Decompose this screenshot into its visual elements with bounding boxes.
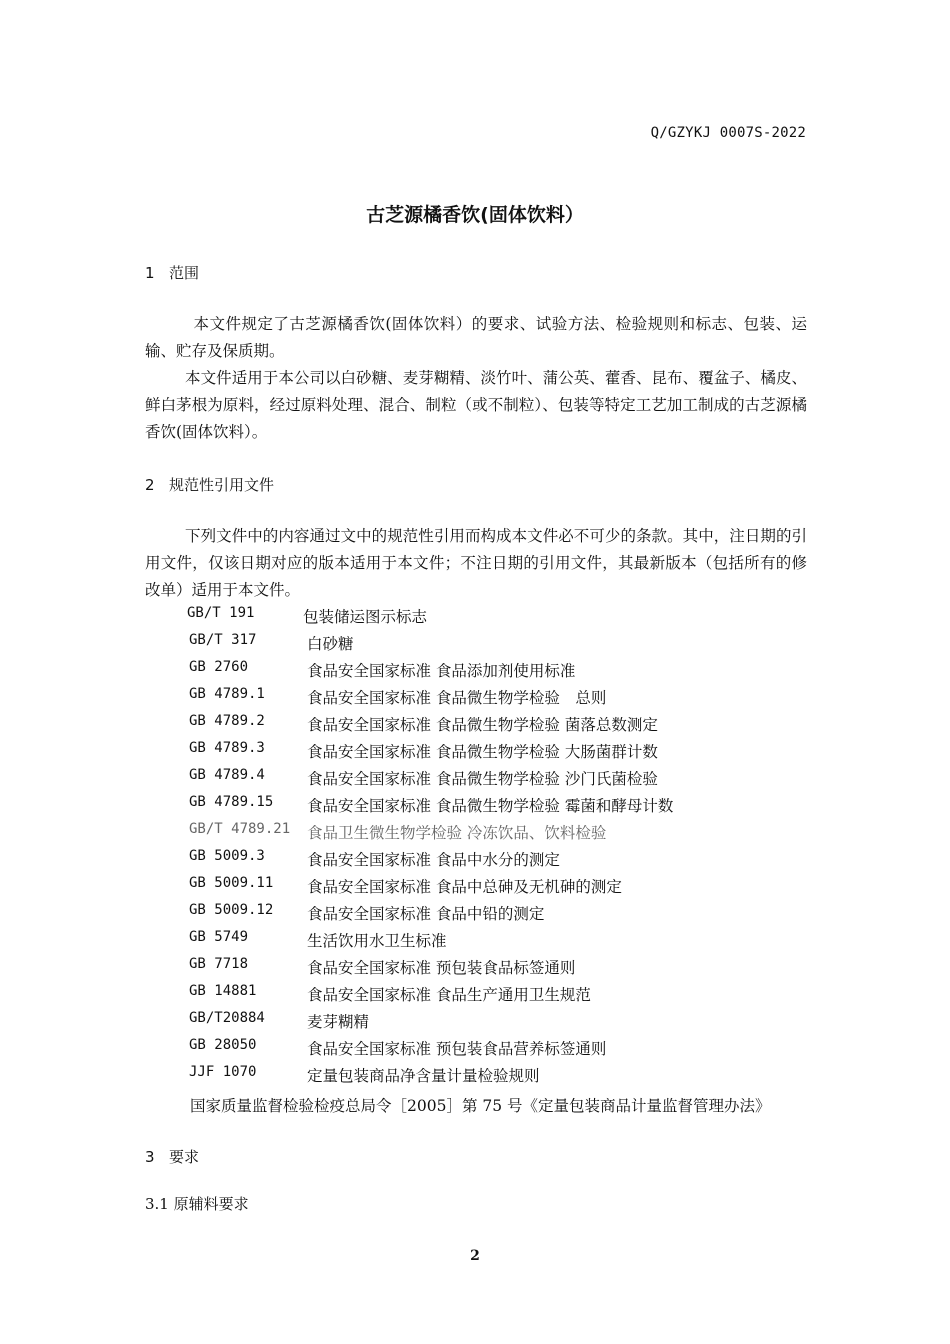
- section-number: 3: [145, 1148, 155, 1166]
- reference-code: GB 14881: [189, 983, 257, 999]
- reference-name: 食品安全国家标准 食品微生物学检验 菌落总数测定: [307, 716, 658, 734]
- reference-code: GB 4789.2: [189, 713, 265, 729]
- page-number: 2: [470, 1248, 480, 1264]
- paragraph-text: 下列文件中的内容通过文中的规范性引用而构成本文件必不可少的条款。其中，注日期的引用文件，仅该日期对应的版本适用于本文件；不注日期的引用文件，其最新版本（包括所有的修改单）适用于本文件。: [145, 527, 807, 599]
- section-number: 1: [145, 264, 155, 282]
- reference-name: 食品安全国家标准 食品中水分的测定: [307, 851, 560, 869]
- reference-name: 食品安全国家标准 食品中总砷及无机砷的测定: [307, 878, 622, 896]
- reference-code: GB 4789.1: [189, 686, 265, 702]
- section-number: 2: [145, 476, 155, 494]
- reference-code: GB 5749: [189, 929, 249, 945]
- reference-code: GB 4789.4: [189, 767, 265, 783]
- reference-name: 包装储运图示标志: [303, 608, 428, 626]
- reference-name: 食品安全国家标准 预包装食品标签通则: [307, 959, 576, 977]
- reference-name: 食品安全国家标准 食品添加剂使用标准: [307, 662, 576, 680]
- reference-code: GB 5009.11: [189, 875, 274, 891]
- reference-name: 食品安全国家标准 食品微生物学检验 沙门氏菌检验: [307, 770, 658, 788]
- reference-name: 食品安全国家标准 食品中铅的测定: [307, 905, 545, 923]
- reference-code: GB 2760: [189, 659, 249, 675]
- document-title: 古芝源橘香饮(固体饮料）: [366, 204, 584, 226]
- reference-code: GB 5009.3: [189, 848, 265, 864]
- section-heading-references: [145, 474, 274, 495]
- reference-code: GB/T 191: [187, 605, 255, 621]
- scope-paragraph-1: [145, 311, 807, 365]
- section-heading-scope: [145, 262, 199, 283]
- reference-name: 白砂糖: [307, 635, 354, 653]
- reference-code: GB/T 317: [189, 632, 257, 648]
- reference-code: GB/T 4789.21: [189, 821, 291, 837]
- reference-code: GB 4789.15: [189, 794, 274, 810]
- reference-name: 食品安全国家标准 食品微生物学检验 大肠菌群计数: [307, 743, 658, 761]
- document-code: Q/GZYKJ 0007S-2022: [650, 125, 806, 141]
- reference-name: 麦芽糊精: [307, 1013, 370, 1031]
- reference-code: GB/T20884: [189, 1010, 265, 1026]
- regulation-note: 国家质量监督检验检疫总局令［2005］第 75 号《定量包装商品计量监督管理办法》: [190, 1097, 771, 1115]
- reference-name: 食品安全国家标准 食品生产通用卫生规范: [307, 986, 591, 1004]
- reference-name: 食品卫生微生物学检验 冷冻饮品、饮料检验: [307, 824, 607, 842]
- reference-code: JJF 1070: [189, 1064, 257, 1080]
- section-title: 规范性引用文件: [169, 476, 275, 494]
- section-title: 范围: [169, 264, 200, 282]
- scope-paragraph-2: [145, 365, 807, 446]
- section-heading-requirements: [145, 1146, 199, 1167]
- subsection-heading: 3.1 原辅料要求: [145, 1195, 249, 1213]
- reference-name: 定量包装商品净含量计量检验规则: [307, 1067, 540, 1085]
- reference-code: GB 28050: [189, 1037, 257, 1053]
- section-title: 要求: [169, 1148, 200, 1166]
- reference-name: 生活饮用水卫生标准: [307, 932, 447, 950]
- reference-code: GB 4789.3: [189, 740, 265, 756]
- reference-name: 食品安全国家标准 食品微生物学检验 霉菌和酵母计数: [307, 797, 674, 815]
- reference-code: GB 5009.12: [189, 902, 274, 918]
- paragraph-text: 本文件规定了古芝源橘香饮(固体饮料）的要求、试验方法、检验规则和标志、包装、运输、贮存及保质期。: [145, 315, 807, 360]
- references-intro: [145, 523, 807, 604]
- reference-code: GB 7718: [189, 956, 249, 972]
- reference-name: 食品安全国家标准 预包装食品营养标签通则: [307, 1040, 607, 1058]
- reference-name: 食品安全国家标准 食品微生物学检验 总则: [307, 689, 607, 707]
- paragraph-text: 本文件适用于本公司以白砂糖、麦芽糊精、淡竹叶、蒲公英、藿香、昆布、覆盆子、橘皮、鲜白茅根为原料，经过原料处理、混合、制粒（或不制粒）、包装等特定工艺加工制成的古芝源橘香饮(固体饮料）。: [145, 369, 807, 441]
